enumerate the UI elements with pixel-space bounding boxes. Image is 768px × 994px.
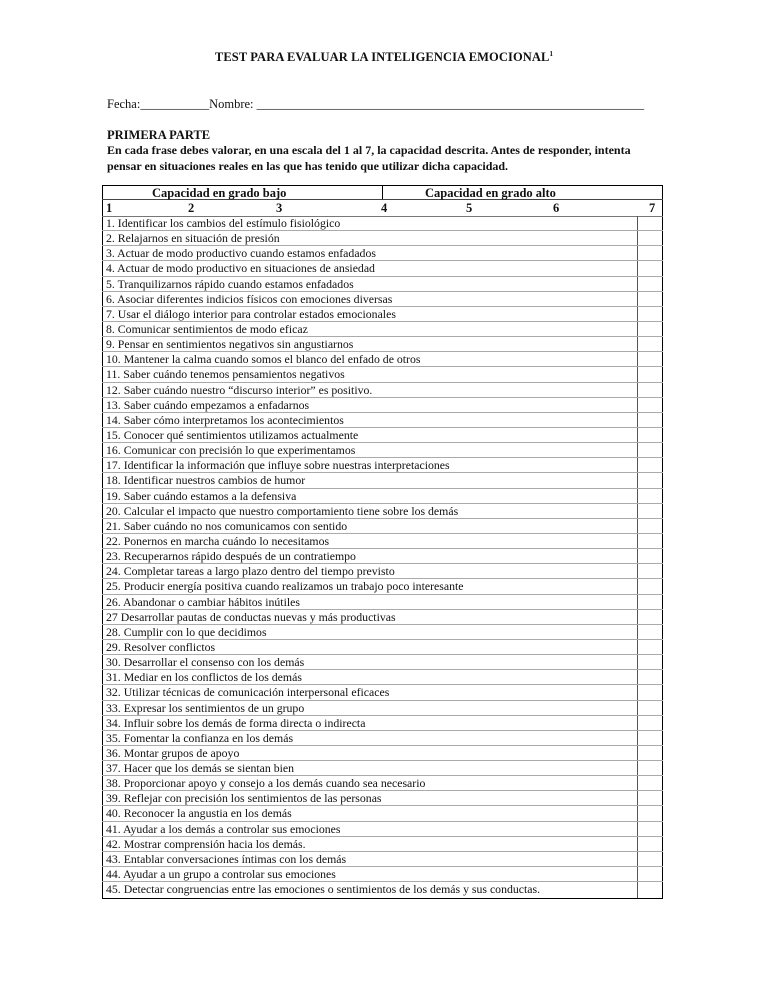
scale-number-6: 6 [553,201,560,215]
item-row[interactable] [102,504,663,519]
item-row[interactable] [102,746,663,761]
item-text: 43. Entablar conversaciones íntimas con los demás [106,851,347,866]
item-text: 5. Tranquilizarnos rápido cuando estamos enfadados [106,276,354,291]
item-row[interactable] [102,231,663,246]
item-text: 9. Pensar en sentimientos negativos sin angustiarnos [106,337,354,352]
item-text: 32. Utilizar técnicas de comunicación interpersonal eficaces [106,685,390,700]
item-row[interactable] [102,685,663,700]
item-row[interactable] [102,882,663,897]
item-row[interactable] [102,701,663,716]
item-row[interactable] [102,413,663,428]
item-text: 19. Saber cuándo estamos a la defensiva [106,488,297,503]
item-row[interactable] [102,261,663,276]
item-row[interactable] [102,534,663,549]
item-text: 8. Comunicar sentimientos de modo eficaz [106,321,308,336]
item-text: 45. Detectar congruencias entre las emociones o sentimientos de los demás y sus conductas. [106,882,541,897]
scale-number-4: 4 [381,201,388,215]
item-row[interactable] [102,428,663,443]
item-row[interactable] [102,806,663,821]
item-row[interactable] [102,246,663,261]
item-text: 37. Hacer que los demás se sientan bien [106,761,295,776]
item-text: 24. Completar tareas a largo plazo dentro del tiempo previsto [106,564,395,579]
header-divider [382,185,383,199]
item-row[interactable] [102,458,663,473]
item-row[interactable] [102,398,663,413]
scale-low-label: Capacidad en grado bajo [152,186,287,200]
scale-high-label: Capacidad en grado alto [425,186,556,200]
item-row[interactable] [102,610,663,625]
item-row[interactable] [102,519,663,534]
item-text: 18. Identificar nuestros cambios de humor [106,473,306,488]
item-row[interactable] [102,322,663,337]
item-row[interactable] [102,791,663,806]
item-text: 39. Reflejar con precisión los sentimientos de las personas [106,791,382,806]
item-row[interactable] [102,337,663,352]
scale-number-1: 1 [106,201,113,215]
item-row[interactable] [102,383,663,398]
item-text: 26. Abandonar o cambiar hábitos inútiles [106,594,300,609]
item-row[interactable] [102,443,663,458]
item-row[interactable] [102,731,663,746]
item-row[interactable] [102,595,663,610]
scale-number-7: 7 [649,201,656,215]
item-row[interactable] [102,655,663,670]
item-row[interactable] [102,367,663,382]
item-row[interactable] [102,579,663,594]
item-text: 30. Desarrollar el consenso con los demás [106,655,305,670]
item-row[interactable] [102,549,663,564]
item-row[interactable] [102,625,663,640]
item-row[interactable] [102,761,663,776]
item-row[interactable] [102,670,663,685]
item-row[interactable] [102,473,663,488]
item-text: 34. Influir sobre los demás de forma directa o indirecta [106,715,366,730]
item-text: 4. Actuar de modo productivo en situaciones de ansiedad [106,261,375,276]
item-text: 38. Proporcionar apoyo y consejo a los demás cuando sea necesario [106,776,426,791]
item-row[interactable] [102,352,663,367]
item-text: 11. Saber cuándo tenemos pensamientos negativos [106,367,345,382]
item-text: 27 Desarrollar pautas de conductas nuevas y más productivas [106,609,396,624]
item-text: 29. Resolver conflictos [106,639,216,654]
item-text: 41. Ayudar a los demás a controlar sus emociones [106,821,341,836]
scale-number-5: 5 [466,201,473,215]
item-row[interactable] [102,489,663,504]
item-text: 16. Comunicar con precisión lo que experimentamos [106,443,356,458]
item-text: 35. Fomentar la confianza en los demás [106,730,294,745]
item-row[interactable] [102,867,663,882]
item-row[interactable] [102,716,663,731]
item-text: 6. Asociar diferentes indicios físicos con emociones diversas [106,291,393,306]
item-text: 3. Actuar de modo productivo cuando estamos enfadados [106,246,376,261]
item-text: 15. Conocer qué sentimientos utilizamos actualmente [106,427,359,442]
date-name-line[interactable]: Fecha:___________Nombre: ______________________________________________________________ [107,97,645,111]
item-text: 42. Mostrar comprensión hacia los demás. [106,836,306,851]
item-text: 25. Producir energía positiva cuando realizamos un trabajo poco interesante [106,579,464,594]
item-text: 17. Identificar la información que influye sobre nuestras interpretaciones [106,458,450,473]
item-row[interactable] [102,216,663,231]
instructions-line-2: pensar en situaciones reales en las que has tenido que utilizar dicha capacidad. [107,159,509,173]
page-title [0,50,768,65]
instructions [107,142,667,174]
item-row[interactable] [102,837,663,852]
item-row[interactable] [102,640,663,655]
item-row[interactable] [102,776,663,791]
item-row[interactable] [102,292,663,307]
title-text: TEST PARA EVALUAR LA INTELIGENCIA EMOCIONAL [214,50,550,65]
item-text: 28. Cumplir con lo que decidimos [106,624,267,639]
item-list [102,216,663,897]
item-text: 2. Relajarnos en situación de presión [106,231,280,246]
item-text: 40. Reconocer la angustia en los demás [106,806,292,821]
title-footnote: 1 [549,50,554,58]
scale-number-3: 3 [276,201,283,215]
instructions-line-1: En cada frase debes valorar, en una escala del 1 al 7, la capacidad descrita. Antes de responder, intenta [107,143,631,157]
item-text: 44. Ayudar a un grupo a controlar sus emociones [106,867,336,882]
section-title: PRIMERA PARTE [107,128,211,142]
item-row[interactable] [102,307,663,322]
item-row[interactable] [102,564,663,579]
item-text: 21. Saber cuándo no nos comunicamos con sentido [106,518,348,533]
scale-number-2: 2 [188,201,195,215]
item-text: 23. Recuperarnos rápido después de un contratiempo [106,549,356,564]
item-text: 10. Mantener la calma cuando somos el blanco del enfado de otros [106,352,421,367]
item-text: 12. Saber cuándo nuestro “discurso interior” es positivo. [106,382,373,397]
item-row[interactable] [102,277,663,292]
item-text: 13. Saber cuándo empezamos a enfadarnos [106,397,310,412]
item-text: 14. Saber cómo interpretamos los acontecimientos [106,412,344,427]
item-row[interactable] [102,822,663,837]
item-text: 22. Ponernos en marcha cuándo lo necesitamos [106,533,330,548]
item-text: 33. Expresar los sentimientos de un grupo [106,700,305,715]
item-text: 31. Mediar en los conflictos de los demás [106,670,302,685]
item-row[interactable] [102,852,663,867]
item-text: 20. Calcular el impacto que nuestro comportamiento tiene sobre los demás [106,503,459,518]
item-text: 7. Usar el diálogo interior para controlar estados emocionales [106,306,396,321]
item-text: 1. Identificar los cambios del estímulo fisiológico [106,216,341,230]
item-text: 36. Montar grupos de apoyo [106,745,240,760]
